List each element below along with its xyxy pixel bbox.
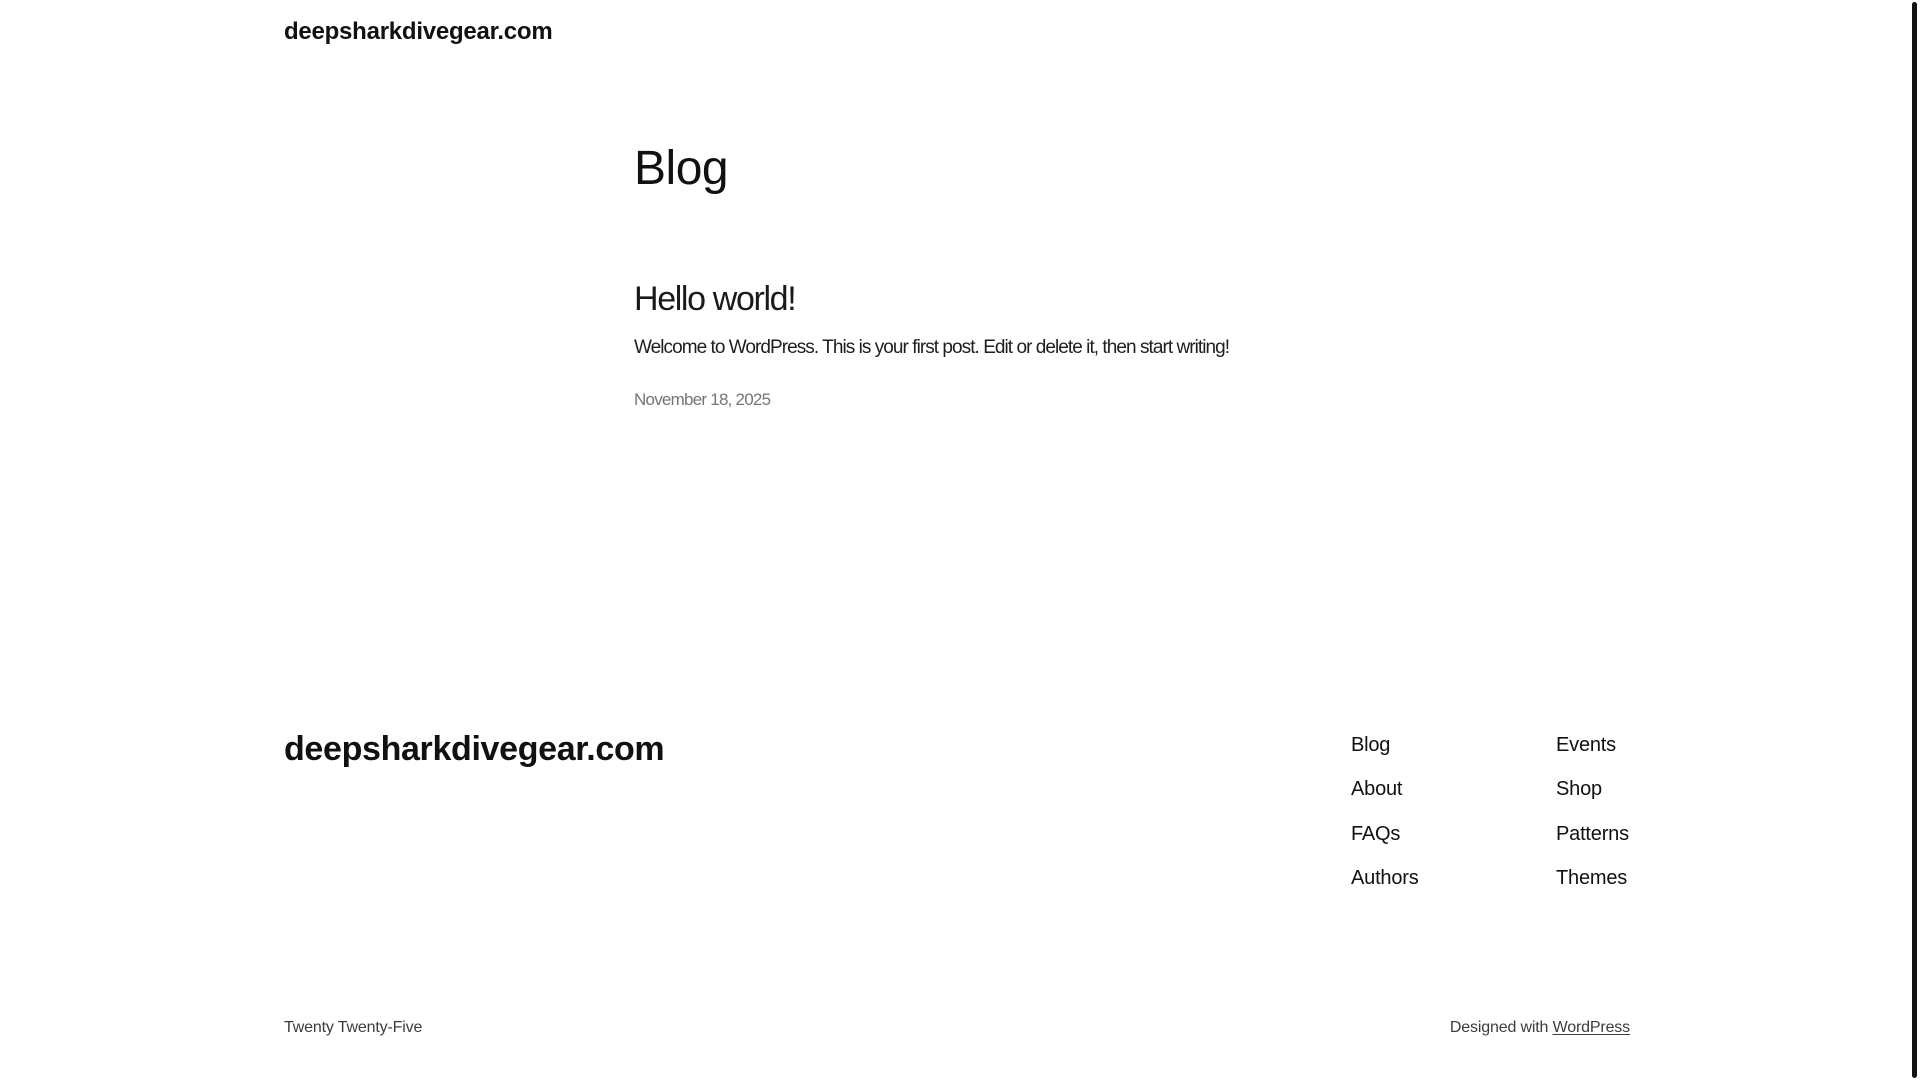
post-excerpt: Welcome to WordPress. This is your first post. Edit or delete it, then start writing! <box>634 337 1230 358</box>
footer-nav-link[interactable]: Authors <box>1351 867 1419 890</box>
post-date: November 18, 2025 <box>634 390 771 409</box>
theme-name-label: Twenty Twenty-Five <box>284 1019 423 1036</box>
page-scrollbar[interactable] <box>1912 2 1917 1078</box>
footer-nav-column-1 <box>1351 733 1419 911</box>
designed-with-line <box>1450 1017 1630 1039</box>
wordpress-link[interactable]: WordPress <box>1552 1019 1630 1036</box>
footer-nav-link[interactable]: FAQs <box>1351 822 1401 845</box>
footer-nav-link[interactable]: Themes <box>1556 867 1628 890</box>
post-title-link[interactable]: Hello world! <box>634 280 796 318</box>
page-title: Blog <box>634 142 729 195</box>
designed-with-label: Designed with <box>1449 1019 1553 1036</box>
footer-nav-column-2 <box>1556 733 1629 911</box>
footer-nav-link[interactable]: Shop <box>1556 778 1602 801</box>
post-title <box>634 279 795 320</box>
footer-site-title-link[interactable]: deepsharkdivegear.com <box>284 730 665 768</box>
footer-nav-link[interactable]: Patterns <box>1556 822 1629 845</box>
header-site-title-link[interactable]: deepsharkdivegear.com <box>284 18 553 45</box>
footer-nav-link[interactable]: About <box>1351 778 1403 801</box>
footer-nav-link[interactable]: Events <box>1556 734 1616 756</box>
footer-nav-link[interactable]: Blog <box>1351 734 1391 756</box>
